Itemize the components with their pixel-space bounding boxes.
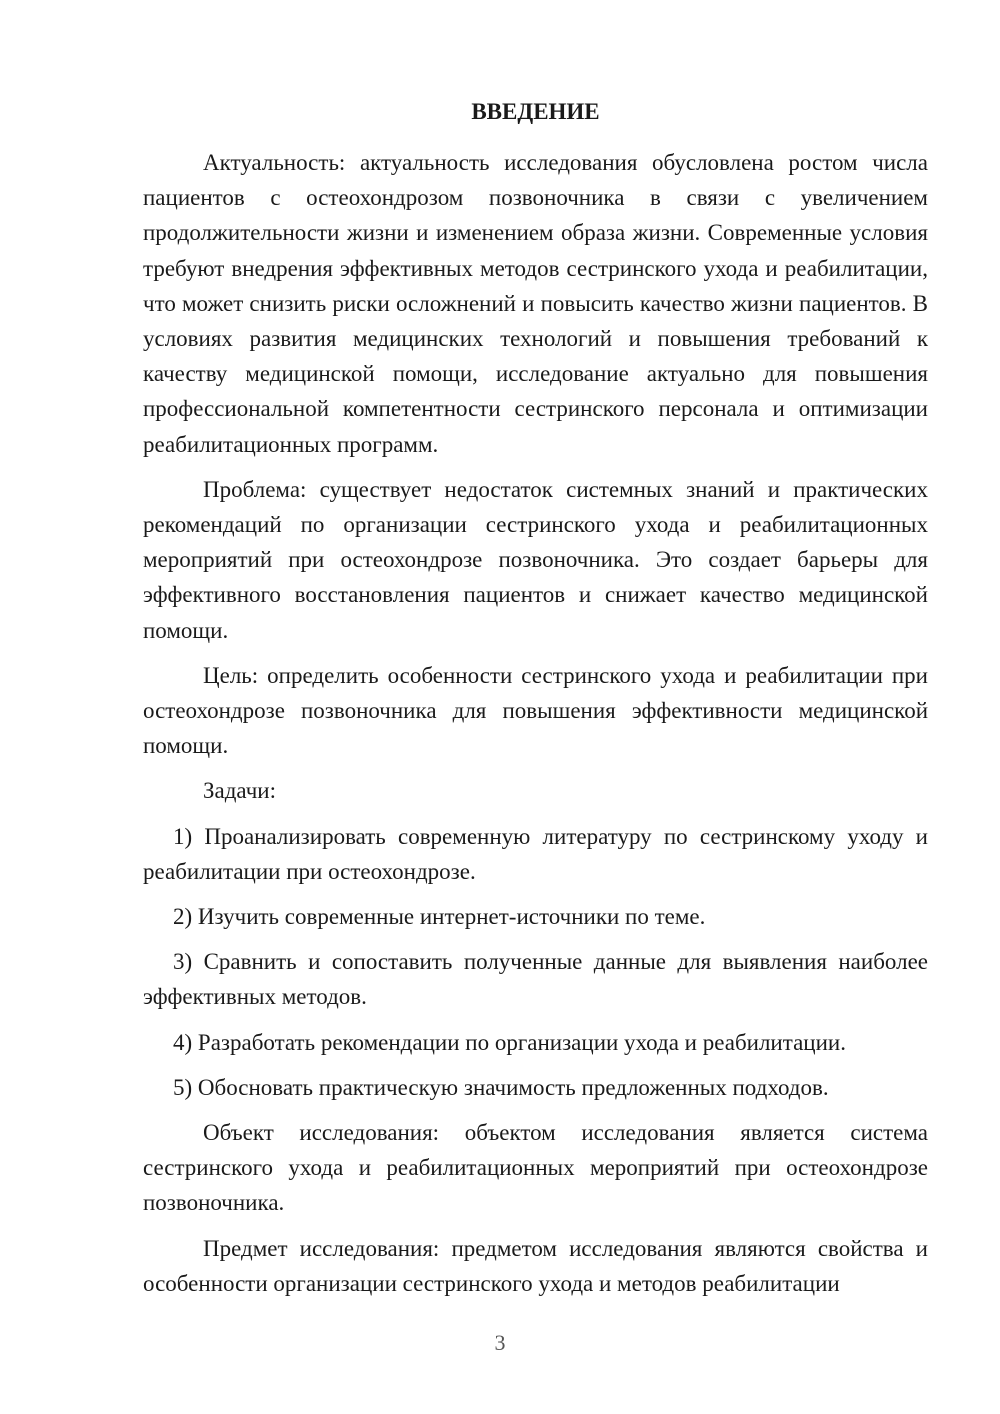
task-item-5: 5) Обосновать практическую значимость предложенных подходов. <box>173 1074 829 1100</box>
problem-paragraph: Проблема: существует недостаток системных знаний и практических рекомендаций по организации сестринского ухода и реабилитационных мероприятий при остеохондрозе позвоночника. Это создает барьеры для эффективного восстановления пациентов и снижает качество медицинской помощи. <box>143 476 928 643</box>
relevance-paragraph: Актуальность: актуальность исследования обусловлена ростом числа пациентов с остеохондрозом позвоночника в связи с увеличением продолжительности жизни и изменением образа жизни. Современные условия требуют внедрения эффективных методов сестринского ухода и реабилитации, что может снизить риски осложнений и повысить качество жизни пациентов. В условиях развития медицинских технологий и повышения требований к качеству медицинской помощи, исследование актуально для повышения профессиональной компетентности сестринского персонала и оптимизации реабилитационных программ. <box>143 150 928 457</box>
goal-paragraph: Цель: определить особенности сестринского ухода и реабилитации при остеохондрозе позвоночника для повышения эффективности медицинской помощи. <box>143 662 928 759</box>
object-paragraph: Объект исследования: объектом исследования является система сестринского ухода и реабилитационных мероприятий при остеохондрозе позвоночника. <box>143 1120 928 1216</box>
task-item-3: 3) Сравнить и сопоставить полученные данные для выявления наиболее эффективных методов. <box>143 949 928 1010</box>
tasks-label: Задачи: <box>203 778 276 804</box>
subject-paragraph: Предмет исследования: предметом исследования являются свойства и особенности организации сестринского ухода и методов реабилитации <box>143 1235 928 1296</box>
task-item-1: 1) Проанализировать современную литературу по сестринскому уходу и реабилитации при остеохондрозе. <box>143 823 928 884</box>
task-item-4: 4) Разработать рекомендации по организации ухода и реабилитации. <box>173 1029 846 1055</box>
section-heading: ВВЕДЕНИЕ <box>471 99 600 124</box>
task-item-2: 2) Изучить современные интернет-источники по теме. <box>173 904 706 930</box>
document-page <box>143 94 928 1301</box>
page-number: 3 <box>494 1330 506 1355</box>
